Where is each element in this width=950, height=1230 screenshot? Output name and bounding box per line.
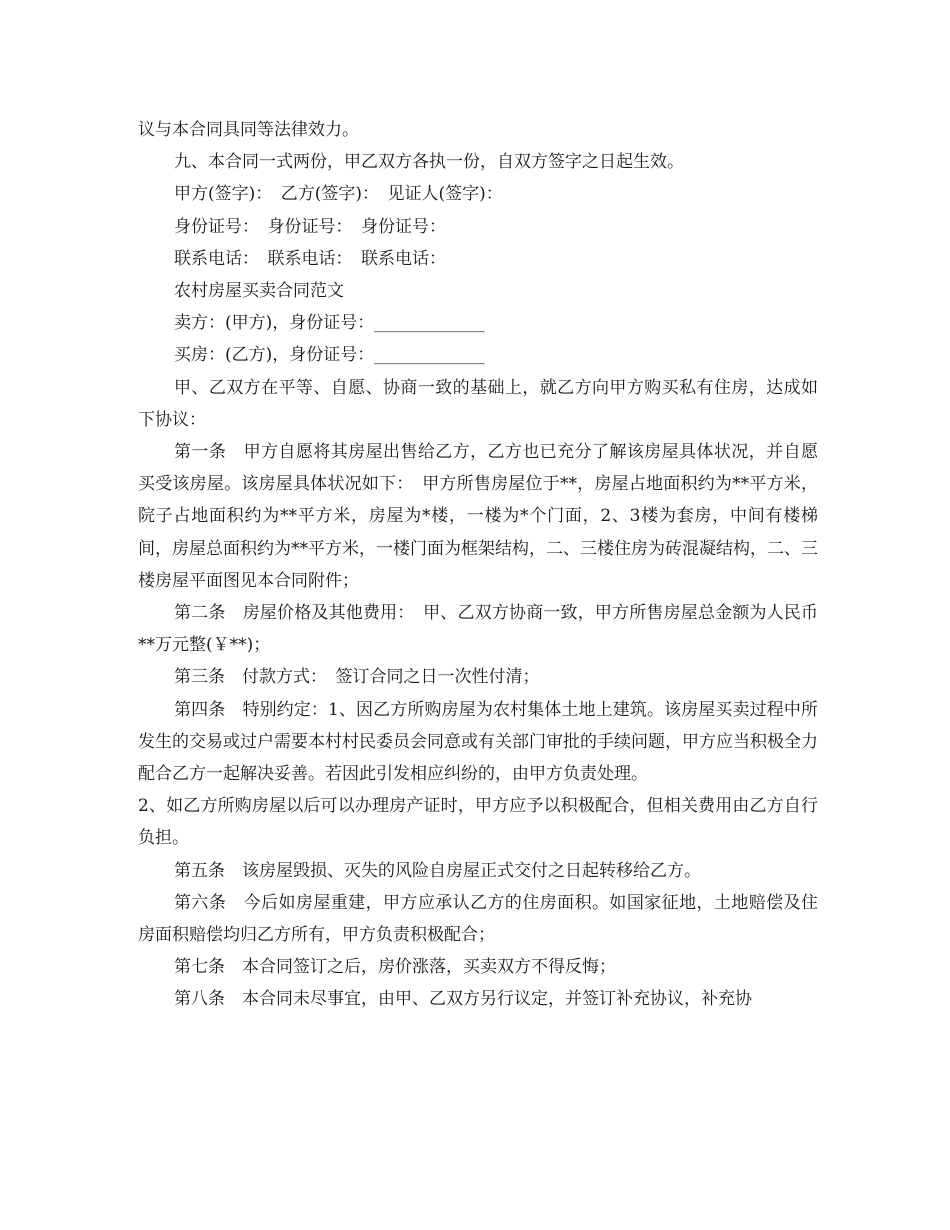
id-number-line: 身份证号： 身份证号： 身份证号： [174,216,446,237]
article-5: 第五条 该房屋毁损、灭失的风险自房屋正式交付之日起转移给乙方。 [174,860,701,881]
phone-line: 联系电话： 联系电话： 联系电话： [174,248,446,269]
document-body [138,114,818,1016]
article-2: 第二条 房屋价格及其他费用： 甲、乙双方协商一致，甲方所售房屋总金额为人民币**万元整(￥**)； [138,603,818,656]
article-4: 第四条 特别约定：1、因乙方所购房屋为农村集体土地上建筑。该房屋买卖过程中所发生的交易或过户需要本村村民委员会同意或有关部门审批的手续问题，甲方应当积极全力配合乙方一起解决妥善。若因此引发相应纠纷的，由甲方负责处理。 [138,699,818,785]
seller-line: 卖方：(甲方)，身份证号：_____________ [174,313,485,334]
article-1: 第一条 甲方自愿将其房屋出售给乙方，乙方也已充分了解该房屋具体状况，并自愿买受该房屋。该房屋具体状况如下： 甲方所售房屋位于**，房屋占地面积约为**平方米，院子占地面积约为**平方米，房屋为*楼，一楼为*个门面，2、3楼为套房，中间有楼梯间，房屋总面积约为**平方米，一楼门面为框架结构，二、三楼住房为砖混凝结构，二、三楼房屋平面图见本合同附件； [138,442,818,591]
article-8: 第八条 本合同未尽事宜，由甲、乙双方另行议定，并签订补充协议，补充协 [174,989,752,1010]
buyer-line: 买房：(乙方)，身份证号：_____________ [174,345,485,366]
article-6: 第六条 今后如房屋重建，甲方应承认乙方的住房面积。如国家征地，土地赔偿及住房面积赔偿均归乙方所有，甲方负责积极配合； [138,892,818,946]
signature-line: 甲方(签字)： 乙方(签字)： 见证人(签字)： [174,184,503,205]
paragraph: 甲、乙双方在平等、自愿、协商一致的基础上，就乙方向甲方购买私有住房，达成如下协议： [138,377,818,430]
article-3: 第三条 付款方式： 签订合同之日一次性付清； [174,667,540,688]
paragraph: 九、本合同一式两份，甲乙双方各执一份，自双方签字之日起生效。 [174,152,684,173]
paragraph: 议与本合同具同等法律效力。 [138,120,359,140]
article-4-continued: 2、如乙方所购房屋以后可以办理房产证时，甲方应予以积极配合，但相关费用由乙方自行负担。 [138,796,818,849]
article-7: 第七条 本合同签订之后，房价涨落，买卖双方不得反悔； [174,957,616,978]
document-title: 农村房屋买卖合同范文 [174,281,344,302]
